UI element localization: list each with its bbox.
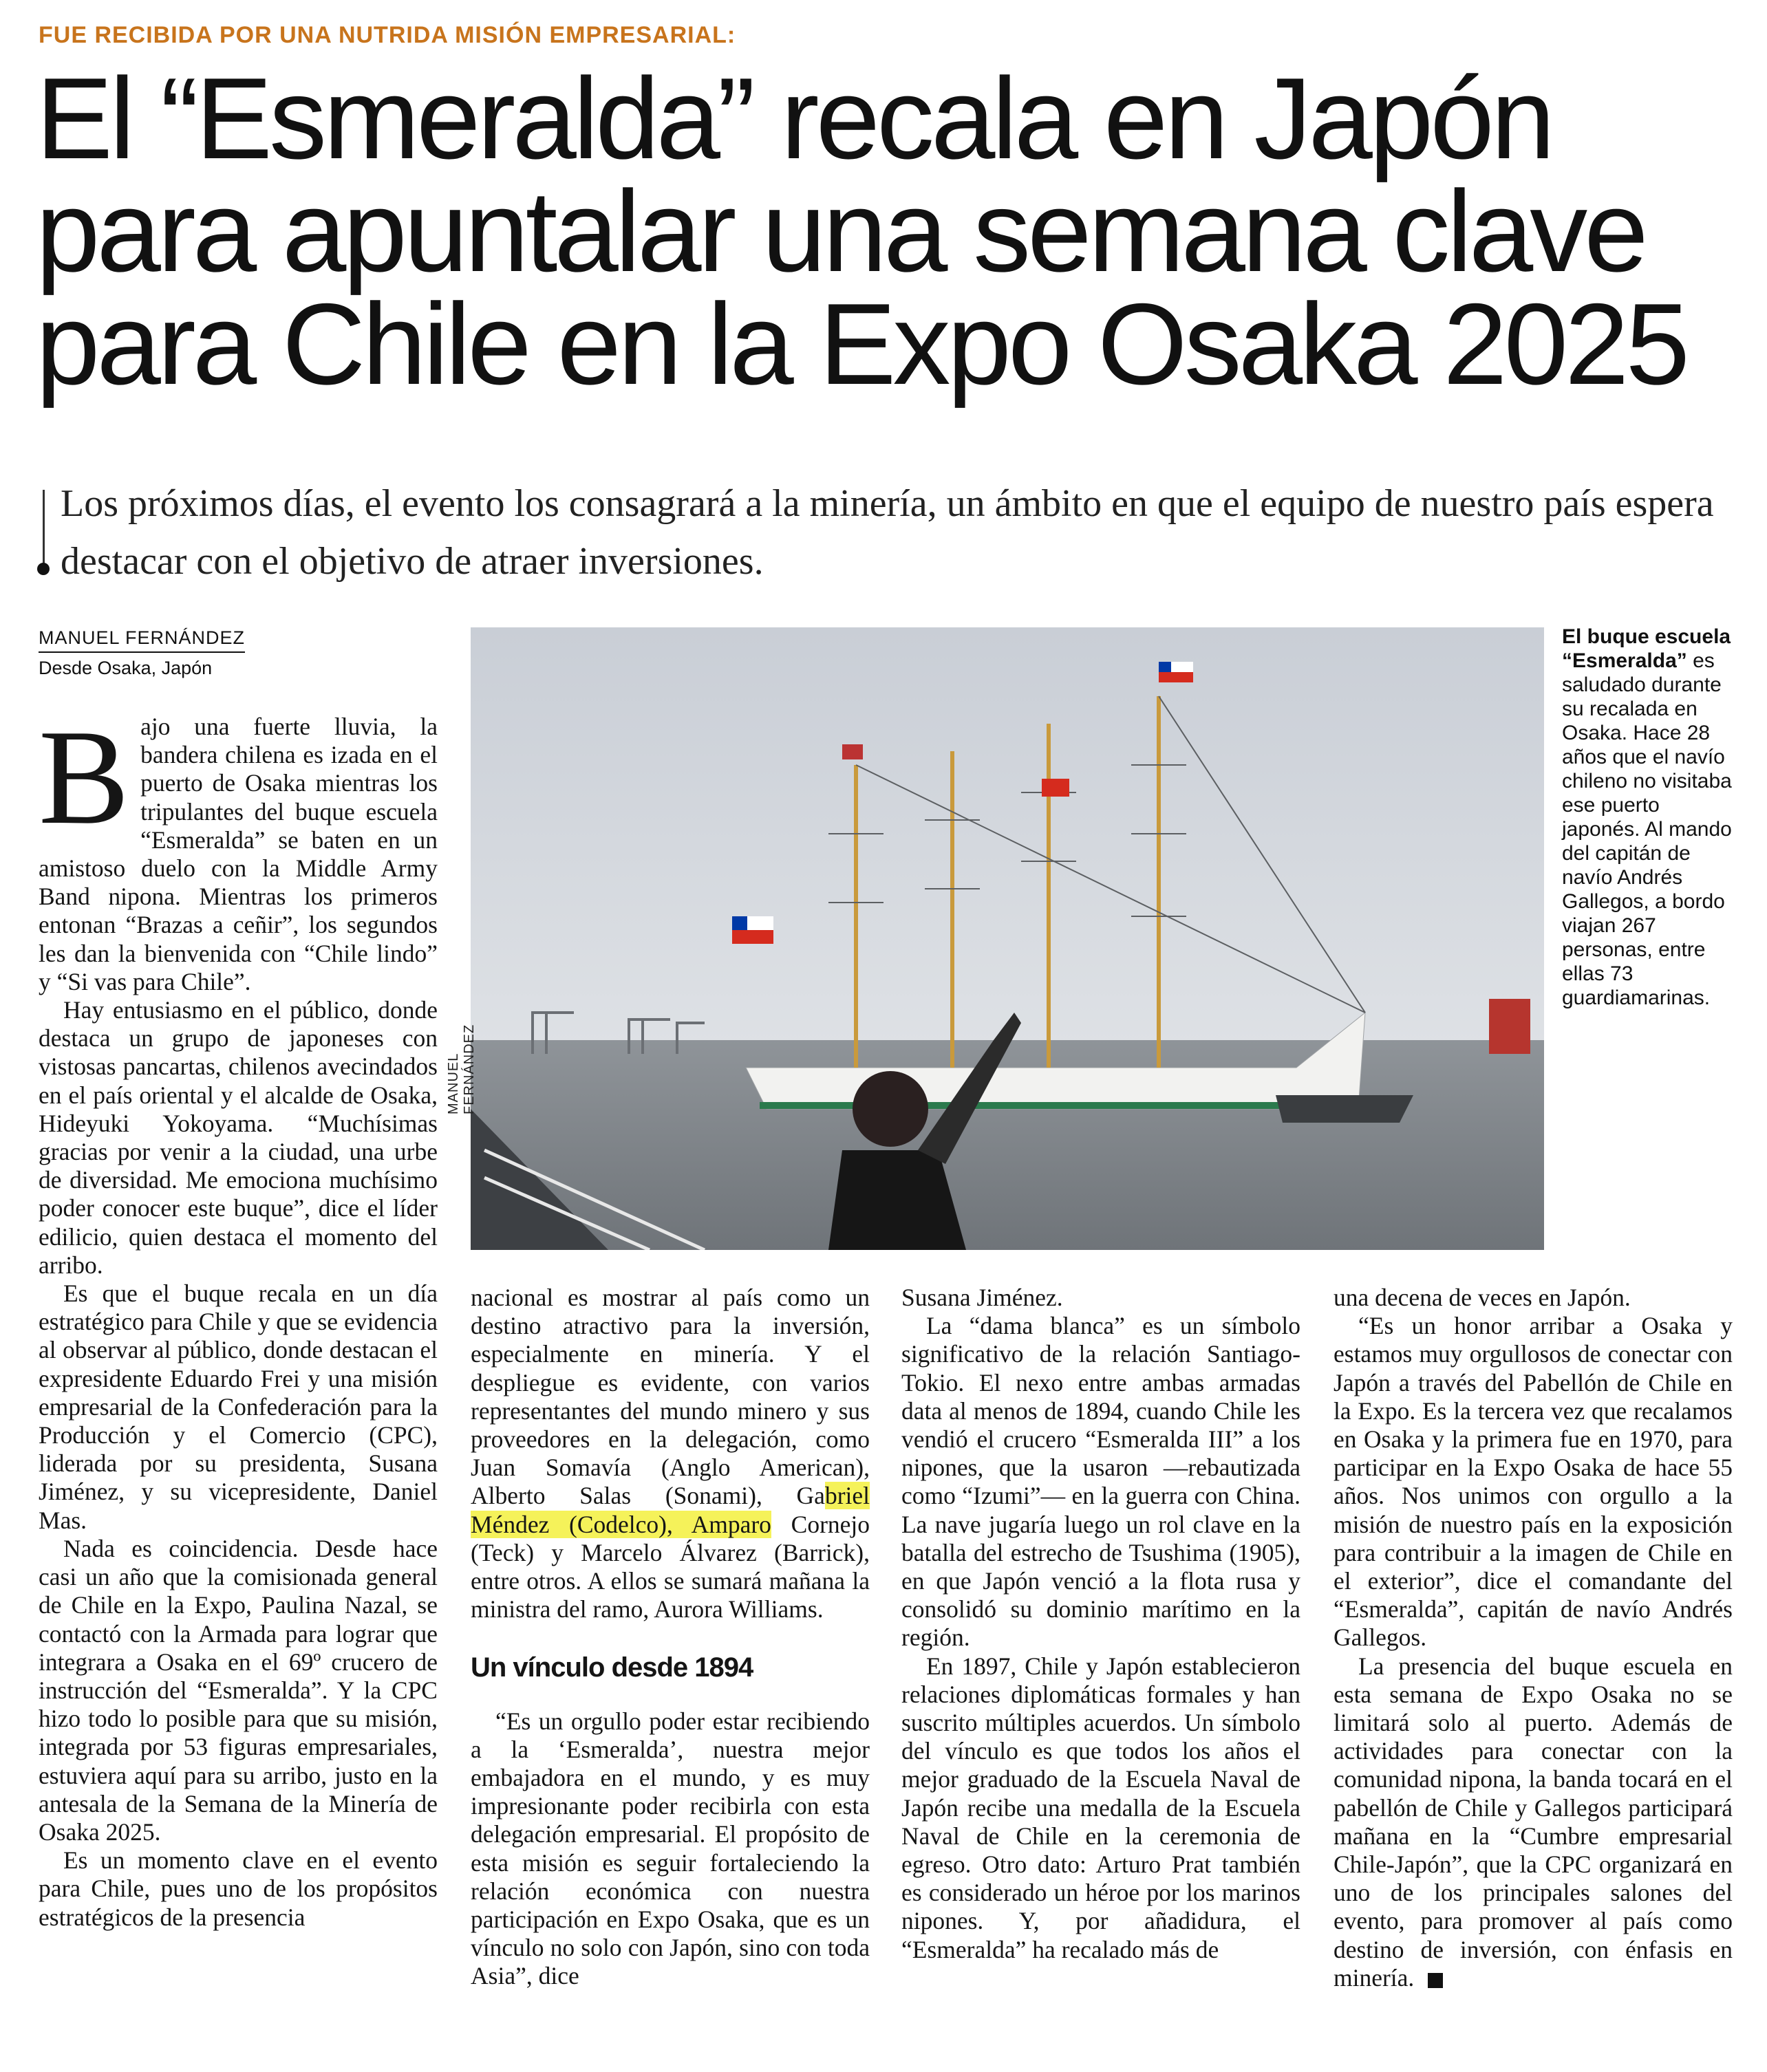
paragraph: “Es un honor arribar a Osaka y estamos muy orgullosos de conectar con Japón a través del Pabellón de Chile en la Expo. Es la tercera vez que recalamos en Osaka y la primera fue en 1970, para participar en la Expo Osaka de hace 55 años. Nos unimos con orgullo a la misión de nuestro país en la exposición para contribuir a la imagen de Chile en el exterior”, dice el comandante del “Esmeralda”, capitán de navío Andrés Gallegos. (1334, 1312, 1733, 1652)
paragraph-text: nacional es mostrar al país como un destino atractivo para la inversión, especialmente en minería. Y el despliegue es evidente, con varios representantes del mundo minero y sus proveedores en la delegación, como Juan Somavía (Anglo American), Alberto Salas (Sonami), Ga (471, 1284, 870, 1510)
paragraph-text: La presencia del buque escuela en esta semana de Expo Osaka no se limitará solo al puerto. Además de actividades para conectar con la comunidad nipona, la banda tocará en el pabellón de Chile y Gallegos participará mañana en la “Cumbre empresarial Chile-Japón”, que la CPC organizará en uno de los principales salones del evento, para promover al país como destino de inversión, con énfasis en minería. (1334, 1652, 1733, 1992)
paragraph (471, 1284, 870, 1623)
paragraph: “Es un orgullo poder estar recibiendo a la ‘Esmeralda’, nuestra mejor embajadora en el mundo, y es muy impresionante poder recibirla con esta delegación empresarial. El propósito de esta misión es seguir fortaleciendo la relación económica con nuestra participación en Expo Osaka, que es un vínculo no solo con Japón, sino con toda Asia”, dice (471, 1707, 870, 1990)
column-2 (471, 1284, 870, 1991)
paragraph: Es que el buque recala en un día estratégico para Chile y que se evidencia al observar al público, donde destacan el expresidente Eduardo Frei y una misión empresarial de la Confederación para la Producción y el Comercio (CPC), liderada por su presidenta, Susana Jiménez, y su vicepresidente, Daniel Mas. (39, 1280, 438, 1534)
subhead: Un vínculo desde 1894 (471, 1652, 753, 1683)
headline (36, 54, 1735, 409)
photo-caption (1562, 625, 1734, 1010)
ship-photo (471, 627, 1544, 1250)
paragraph-text: ajo una fuerte lluvia, la bandera chilena es izada en el puerto de Osaka mientras los tripulantes del buque escuela “Esmeralda” se baten en un amistoso duelo con la Middle Army Band nipona. Mientras los primeros entonan “Brazas a ceñir”, los segundos les dan la bienvenida con “Chile lindo” y “Si vas para Chile”. (39, 713, 438, 995)
drop-cap: B (39, 702, 130, 852)
paragraph: Es un momento clave en el evento para Chile, pues uno de los propósitos estratégicos de la presencia (39, 1846, 438, 1931)
paragraph (1334, 1652, 1733, 1992)
column-3 (901, 1284, 1300, 1964)
headline-line-3: para Chile en la Expo Osaka 2025 (36, 279, 1686, 409)
dateline: Desde Osaka, Japón (39, 658, 213, 678)
column-1 (39, 702, 438, 1932)
paragraph-text: Cornejo (Teck) y Marcelo Álvarez (Barrick), entre otros. A ellos se sumará mañana la ministra del ramo, Aurora Williams. (471, 1510, 870, 1623)
deck: Los próximos días, el evento los consagrará a la minería, un ámbito en que el equipo de nuestro país espera destacar con el objetivo de atraer inversiones. (61, 482, 1714, 583)
deck-bullet (37, 563, 50, 575)
paragraph: Susana Jiménez. (901, 1284, 1063, 1311)
deck-rule (43, 490, 45, 574)
caption-lead: El buque escuela “Esmeralda” (1562, 625, 1731, 672)
paragraph: La “dama blanca” es un símbolo significativo de la relación Santiago-Tokio. El nexo entre ambas armadas data al menos de 1894, cuando Chile les vendió el crucero “Esmeralda III” a los nipones, que la usaron —rebautizada como “Izumi”— en la guerra con China. La nave jugaría luego un rol clave en la batalla del estrecho de Tsushima (1905), en que Japón venció a la flota rusa y consolidó su dominio marítimo en la región. (901, 1312, 1300, 1652)
byline: MANUEL FERNÁNDEZ (39, 627, 245, 653)
paragraph: Nada es coincidencia. Desde hace casi un año que la comisionada general de Chile en la Expo, Paulina Nazal, se contactó con la Armada para lograr que integrara a Osaka en el 69º crucero de instrucción del “Esmeralda”. Y la CPC hizo todo lo posible para que su misión, integrada por 53 figuras empresariales, estuviera aquí para su arribo, justo en la antesala de la Semana de la Minería de Osaka 2025. (39, 1534, 438, 1846)
kicker: FUE RECIBIDA POR UNA NUTRIDA MISIÓN EMPRESARIAL: (39, 22, 736, 48)
caption-text: es saludado durante su recalada en Osaka. Hace 28 años que el navío chileno no visitaba ese puerto japonés. Al mando del capitán de navío Andrés Gallegos, a bordo viajan 267 personas, entre ellas 73 guardiamarinas. (1562, 649, 1732, 1009)
headline-line-1: El “Esmeralda” recala en Japón (36, 54, 1552, 183)
paragraph (39, 702, 438, 996)
paragraph: Hay entusiasmo en el público, donde destaca un grupo de japoneses con vistosas pancartas, chilenos avecindados en el país oriental y el alcalde de Osaka, Hideyuki Yokoyama. “Muchísimas gracias por venir a la ciudad, una urbe de diversidad. Me emociona muchísimo poder conocer este buque”, dice el líder edilicio, quien destaca el momento del arribo. (39, 996, 438, 1279)
headline-line-2: para apuntalar una semana clave (36, 166, 1645, 296)
end-mark-icon (1428, 1973, 1443, 1988)
paragraph: En 1897, Chile y Japón establecieron relaciones diplomáticas formales y han suscrito múltiples acuerdos. Un símbolo del vínculo es que todos los años el mejor graduado de la Escuela Naval de Japón recibe una medalla de la Escuela Naval de Chile en la ceremonia de egreso. Otro dato: Arturo Prat también es considerado un héroe por los marinos nipones. Y, por añadidura, el “Esmeralda” ha recalado más de (901, 1652, 1300, 1963)
highlighted-text: briel Méndez (Codelco), Amparo (471, 1482, 870, 1538)
paragraph: una decena de veces en Japón. (1334, 1284, 1631, 1311)
photo-credit: MANUEL FERNÁNDEZ (446, 1024, 477, 1114)
column-4 (1334, 1284, 1733, 1992)
